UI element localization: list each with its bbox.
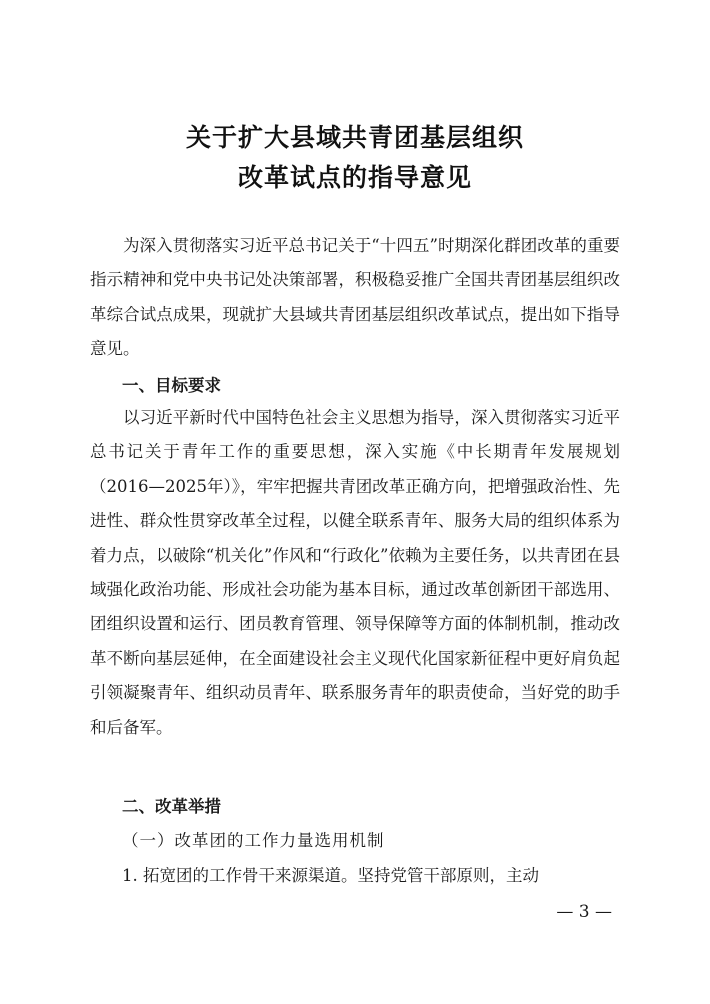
page-number: — 3 —: [556, 902, 612, 922]
section-2-heading: 二、改革举措: [122, 797, 221, 816]
item-1-text: 1. 拓宽团的工作骨干来源渠道。坚持党管干部原则，主动: [122, 866, 539, 885]
subsection-1-heading: （一）改革团的工作力量选用机制: [122, 831, 385, 850]
document-title-line-1: 关于扩大县域共青团基层组织: [185, 123, 524, 152]
document-title-line-2: 改革试点的指导意见: [237, 163, 472, 192]
intro-paragraph: 为深入贯彻落实习近平总书记关于“十四五”时期深化群团改革的重要指示精神和党中央书记处决策部署，积极稳妥推广全国共青团基层组织改革综合试点成果，现就扩大县域共青团基层组织改革试点，提出如下指导意见。: [90, 236, 620, 359]
section-1-heading: 一、目标要求: [122, 376, 221, 395]
section-1-body: 以习近平新时代中国特色社会主义思想为指导，深入贯彻落实习近平总书记关于青年工作的重要思想，深入实施《中长期青年发展规划（2016—2025年）》，牢牢把握共青团改革正确方向，把增强政治性、先进性、群众性贯穿改革全过程，以健全联系青年、服务大局的组织体系为着力点，以破除“机关化”作风和“行政化”依赖为主要任务，以共青团在县域强化政治功能、形成社会功能为基本目标，通过改革创新团干部选用、团组织设置和运行、团员教育管理、领导保障等方面的体制机制，推动改革不断向基层延伸，在全面建设社会主义现代化国家新征程中更好肩负起引领凝聚青年、组织动员青年、联系服务青年的职责使命，当好党的助手和后备军。: [90, 408, 620, 737]
